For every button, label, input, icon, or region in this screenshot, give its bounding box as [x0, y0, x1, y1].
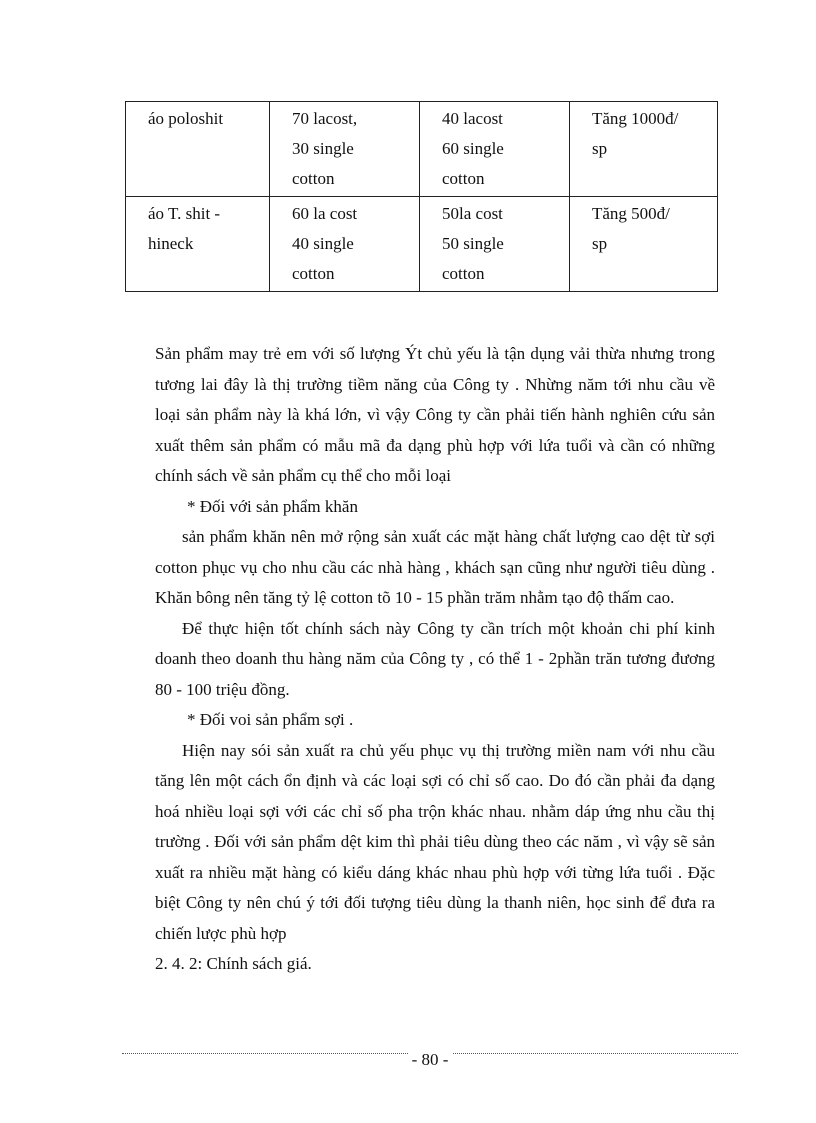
table-row — [126, 197, 718, 292]
body-text — [155, 339, 715, 980]
proposed-composition-cell: 40 lacost 60 single cotton — [420, 102, 570, 197]
paragraph-budget: Để thực hiện tốt chính sách này Công ty cần trích một khoản chi phí kinh doanh theo doanh thu hàng năm của Công ty , có thể 1 - 2phần trăn tương đương 80 - 100 triệu đồng. — [155, 618, 715, 699]
table-row — [126, 102, 718, 197]
price-change-cell: Tăng 1000đ/ sp — [570, 102, 718, 197]
paragraph-yarn-products: Hiện nay sói sản xuất ra chủ yếu phục vụ thị trường miền nam với nhu cầu tăng lên một cách ổn định và các loại sợi có chỉ số cao. Do đó cần phải đa dạng hoá nhiều loại sợi với các chỉ số pha trộn khác nhau. nhằm dáp ứng nhu cầu thị trường . Đối với sản phẩm dệt kim thì phải tiêu dùng theo các năm , vì vậy sẽ sản xuất ra nhiều mặt hàng có kiểu dáng khác nhau phù hợp với từng lứa tuổi . Đặc biệt Công ty nên chú ý tới đối tượng tiêu dùng la thanh niên, học sinh để đưa ra chiến lược phù hợp — [155, 740, 715, 943]
product-cell: áo T. shit - hineck — [126, 197, 270, 292]
product-spec-table — [125, 101, 718, 292]
section-heading-pricing-policy: 2. 4. 2: Chính sách giá. — [155, 954, 312, 973]
paragraph-towel-products: sản phẩm khăn nên mở rộng sản xuất các mặt hàng chất lượng cao dệt từ sợi cotton phục vụ cho nhu cầu các nhà hàng , khách sạn cũng như người tiêu dùng . Khăn bông nên tăng tỷ lệ cotton tõ 10 - 15 phần trăm nhằm tạo độ thấm cao. — [155, 527, 715, 607]
product-cell: áo poloshit — [126, 102, 270, 197]
subheading-yarn-products: * Đối voi sản phẩm sợi . — [187, 710, 354, 729]
price-change-cell: Tăng 500đ/ sp — [570, 197, 718, 292]
paragraph-children-products: Sản phẩm may trẻ em với số lượng Ýt chủ yếu là tận dụng vải thừa nhưng trong tương lai đây là thị trường tiềm năng của Công ty . Nhừng năm tới nhu cầu về loại sản phẩm này là khá lớn, vì vậy Công ty cần phải tiến hành nghiên cứu sản xuất thêm sản phẩm có mẫu mã đa dạng phù hợp với lứa tuổi và cần có những chính sách về sản phẩm cụ thể cho mỗi loại — [155, 344, 715, 485]
current-composition-cell: 60 la cost 40 single cotton — [270, 197, 420, 292]
current-composition-cell: 70 lacost, 30 single cotton — [270, 102, 420, 197]
proposed-composition-cell: 50la cost 50 single cotton — [420, 197, 570, 292]
subheading-towel-products: * Đối với sản phẩm khăn — [187, 496, 358, 516]
page-number: - 80 - — [0, 1050, 816, 1070]
